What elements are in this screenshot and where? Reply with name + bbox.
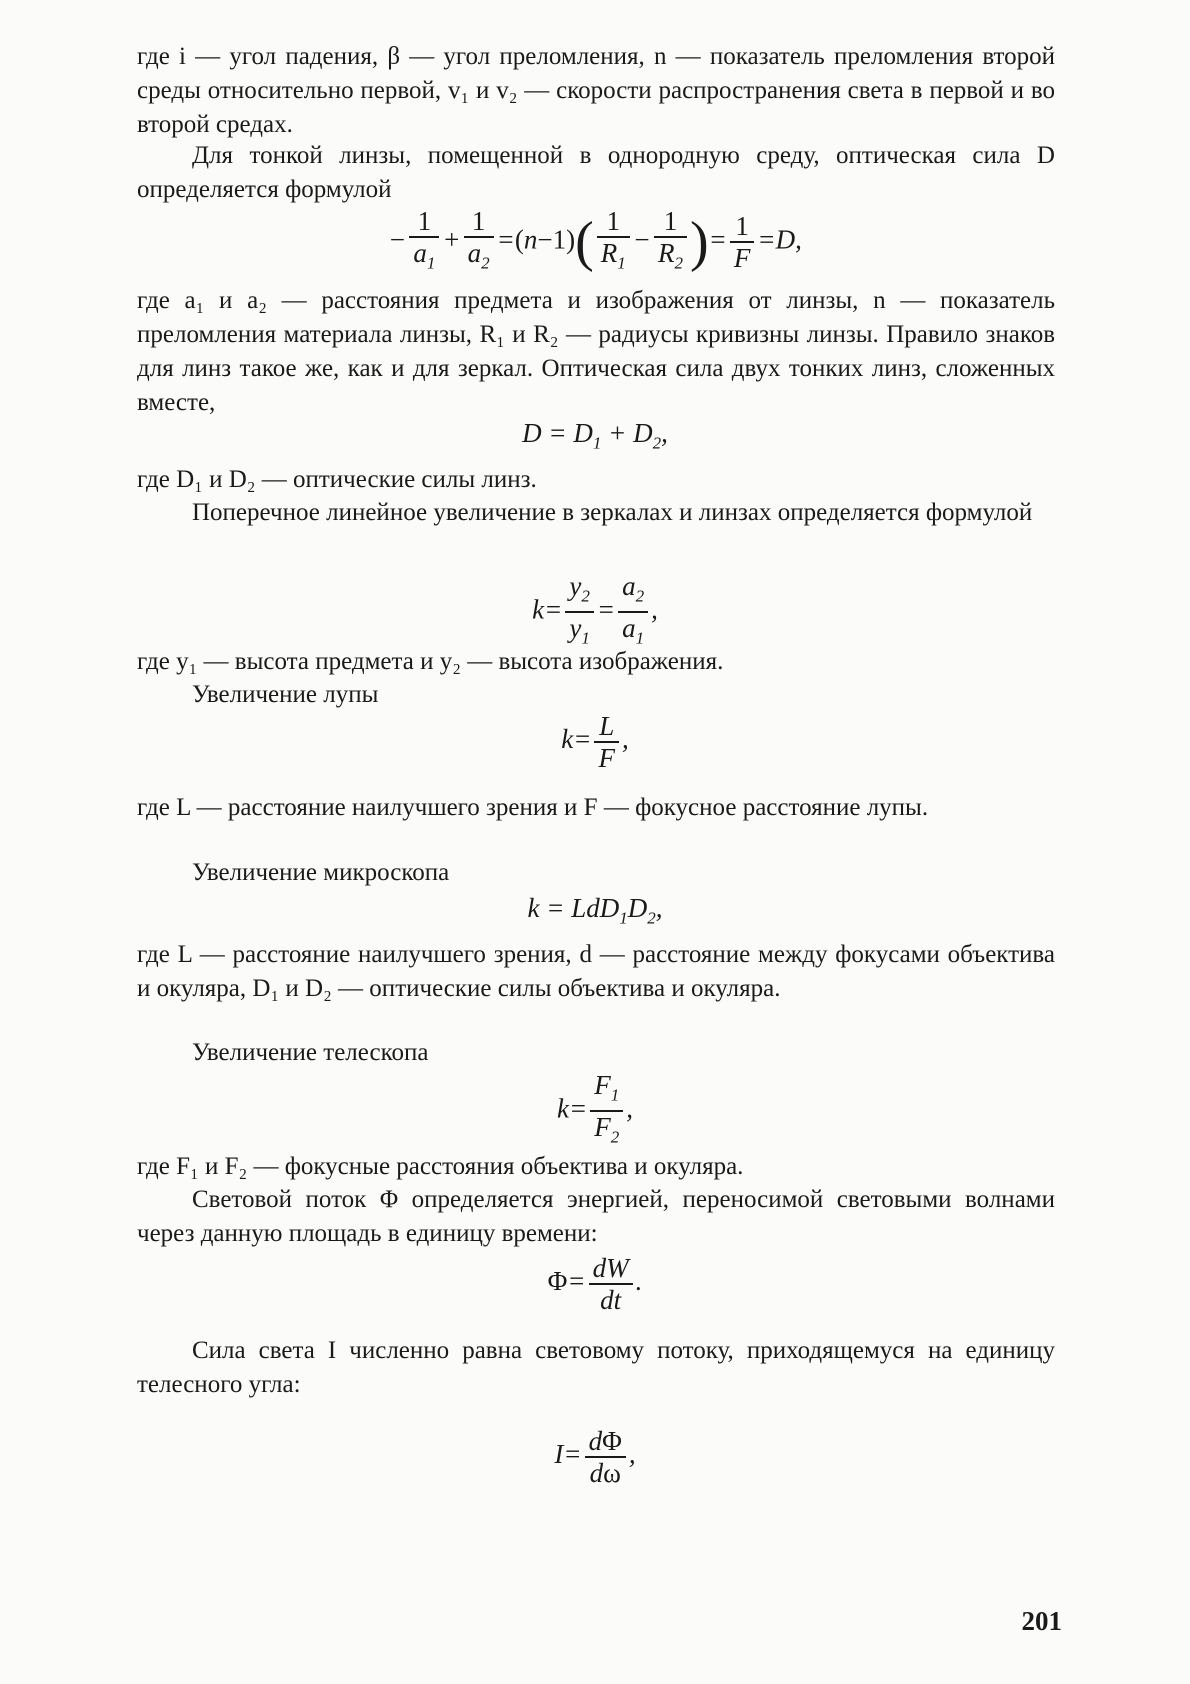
heading-microscope: Увеличение микроскопа [192, 859, 450, 886]
formula-luminous-flux: Φ= $\frac{dW}{dt}$ . [547, 1253, 643, 1315]
paragraph-lens-variables: где a₁ и a₂ — расстояния предмета и изображения от линзы, n — показатель преломления материала линзы, R₁ и R₂ — радиусы кривизны линзы. Правило знаков для линз такое же, как и для зеркал. Оптическая сила двух тонких линз, сложенных вместе, [137, 287, 1055, 416]
paragraph-magnifier-variables: где L — расстояние наилучшего зрения и F — фокусное расстояние лупы. [137, 794, 929, 821]
heading-magnifier: Увеличение лупы [192, 681, 379, 708]
formula-linear-magnification: k= $\frac{y_2}{y_1}$ = $\frac{a_2}{a_1}$ , [532, 571, 658, 648]
formula-microscope: $k = LdD_1D_2$, [527, 893, 663, 928]
formula-thin-lens: − $\frac{1}{a_1}$ + $\frac{1}{a_2}$ =(n−1)( $\frac{1}{R_1}$ − $\frac{1}{R_2}$ )= $\frac{1}{F}$ =D, [388, 206, 802, 274]
paragraph-luminous-flux: Световой поток Φ определяется энергией, переносимой световыми волнами через данную площадь в единицу времени: [137, 1186, 1055, 1247]
paragraph-microscope-variables: где L — расстояние наилучшего зрения, d — расстояние между фокусами объектива и окуляра, D₁ и D₂ — оптические силы объектива и окуляра. [137, 941, 1055, 1002]
paragraph-magnification-intro: Поперечное линейное увеличение в зеркалах и линзах определяется формулой [192, 499, 1033, 526]
formula-luminous-intensity: I= $\frac{d\Phi}{d\omega}$ , [554, 1426, 636, 1488]
paragraph-refraction-definitions: где i — угол падения, β — угол преломления, n — показатель преломления второй среды относительно первой, v₁ и v₂ — скорости распространения света в первой и во второй средах. [137, 43, 1055, 138]
formula-combined-power: $D = D_1 + D_2$, [522, 418, 668, 453]
formula-magnifier: k= $\frac{L}{F}$ , [561, 711, 629, 773]
paragraph-focal-lengths: где F₁ и F₂ — фокусные расстояния объектива и окуляра. [137, 1153, 744, 1180]
heading-telescope: Увеличение телескопа [192, 1039, 429, 1066]
paragraph-heights: где y₁ — высота предмета и y₂ — высота изображения. [137, 648, 724, 675]
paragraph-luminous-intensity: Сила света I численно равна световому потоку, приходящемуся на единицу телесного угла: [137, 1337, 1055, 1398]
formula-telescope: k= $\frac{F_1}{F_2}$ , [557, 1070, 633, 1147]
page-number: 201 [1021, 1606, 1062, 1636]
paragraph-powers: где D₁ и D₂ — оптические силы линз. [137, 466, 537, 493]
paragraph-thin-lens-intro: Для тонкой линзы, помещенной в однородную среду, оптическая сила D определяется формулой [137, 142, 1055, 203]
